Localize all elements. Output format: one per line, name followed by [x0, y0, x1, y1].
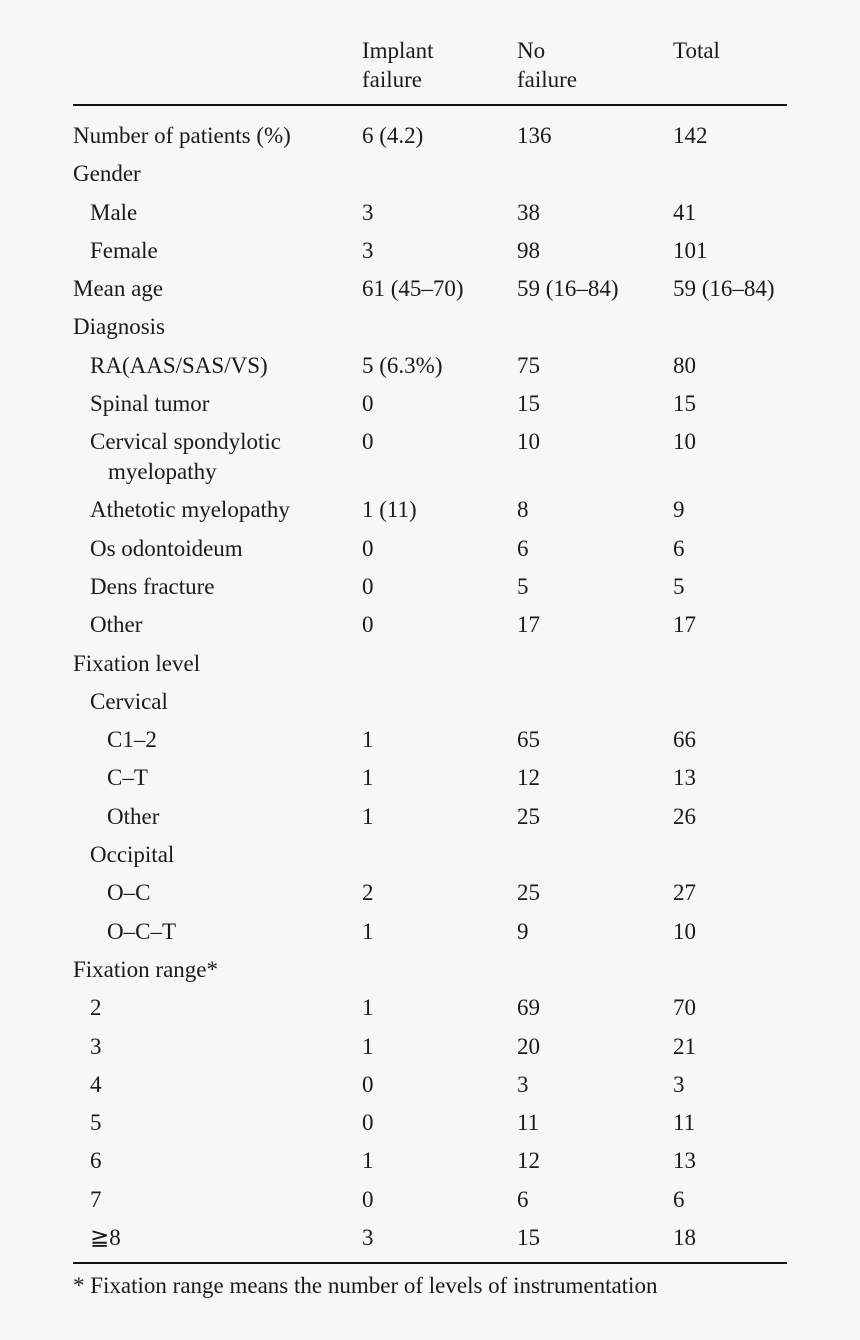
table-row	[73, 1028, 787, 1066]
header-line: failure	[517, 67, 578, 92]
table-row	[73, 951, 787, 989]
row-label	[73, 423, 330, 487]
cell-total: 18	[673, 1225, 696, 1251]
cell-no-failure: 20	[517, 1033, 540, 1059]
cell-no-failure: 75	[517, 352, 540, 378]
cell-no-failure: 12	[517, 765, 540, 791]
row-label: Fixation level	[73, 650, 201, 676]
cell-no-failure: 15	[517, 1225, 540, 1251]
row-label: Mean age	[73, 276, 164, 302]
row-label: Diagnosis	[73, 314, 165, 340]
cell-no-failure: 3	[517, 1071, 529, 1097]
row-label: ≧8	[90, 1225, 121, 1251]
row-label: Spinal tumor	[90, 391, 210, 417]
cell-implant-failure: 1	[362, 803, 374, 829]
cell-total: 41	[673, 199, 696, 225]
table-bottom-rule	[73, 1262, 787, 1264]
table-row	[73, 155, 787, 193]
cell-total: 11	[673, 1110, 696, 1136]
cell-total: 21	[673, 1033, 696, 1059]
row-label: Athetotic myelopathy	[90, 497, 290, 523]
table-row	[73, 721, 787, 759]
cell-no-failure: 12	[517, 1148, 540, 1174]
row-label: 6	[90, 1148, 102, 1174]
cell-total: 13	[673, 765, 696, 791]
header-line: Implant	[362, 38, 434, 63]
cell-implant-failure: 2	[362, 880, 374, 906]
row-label: Gender	[73, 161, 141, 187]
cell-total: 13	[673, 1148, 696, 1174]
cell-implant-failure: 1	[362, 727, 374, 753]
row-label: O–C	[107, 880, 151, 906]
cell-implant-failure: 1	[362, 918, 374, 944]
table-row	[73, 270, 787, 308]
row-label: RA(AAS/SAS/VS)	[90, 352, 268, 378]
row-label: Number of patients (%)	[73, 123, 291, 148]
cell-no-failure: 17	[517, 612, 540, 638]
table-row	[73, 798, 787, 836]
cell-total: 5	[673, 573, 685, 599]
table-row	[73, 683, 787, 721]
table-row	[73, 308, 787, 346]
row-label: Fixation range*	[73, 956, 218, 982]
cell-implant-failure: 1	[362, 1033, 374, 1059]
cell-no-failure: 8	[517, 497, 529, 523]
header-implant-failure	[362, 36, 434, 94]
cell-implant-failure: 1	[362, 995, 374, 1021]
cell-total: 9	[673, 497, 685, 523]
cell-no-failure: 136	[517, 123, 552, 148]
table-row	[73, 1142, 787, 1180]
cell-implant-failure: 0	[362, 1071, 374, 1097]
cell-total: 142	[673, 123, 708, 148]
cell-total: 6	[673, 1186, 685, 1212]
cell-no-failure: 9	[517, 918, 529, 944]
cell-implant-failure: 3	[362, 199, 374, 225]
cell-implant-failure: 0	[362, 1186, 374, 1212]
cell-implant-failure: 1 (11)	[362, 497, 417, 523]
row-label: Male	[90, 199, 138, 225]
table-footnote: * Fixation range means the number of levels of instrumentation	[73, 1273, 658, 1298]
header-total	[673, 36, 720, 65]
cell-no-failure: 6	[517, 535, 529, 561]
cell-implant-failure: 0	[362, 1110, 374, 1136]
header-no-failure	[517, 36, 577, 94]
cell-implant-failure: 0	[362, 535, 374, 561]
row-label: Other	[107, 803, 160, 829]
cell-no-failure: 69	[517, 995, 540, 1021]
table-row	[73, 423, 787, 491]
row-label: 5	[90, 1110, 102, 1136]
table-row	[73, 347, 787, 385]
header-line: failure	[362, 67, 423, 92]
table-row	[73, 645, 787, 683]
row-label: Female	[90, 237, 158, 263]
row-label: 4	[90, 1071, 102, 1097]
cell-total: 66	[673, 727, 696, 753]
cell-total: 6	[673, 535, 685, 561]
table-row	[73, 491, 787, 529]
row-label: Other	[90, 612, 143, 638]
table-row	[73, 1219, 787, 1257]
table-row	[73, 913, 787, 951]
cell-total: 27	[673, 880, 696, 906]
cell-implant-failure: 61 (45–70)	[362, 276, 464, 302]
table-row	[73, 759, 787, 797]
cell-implant-failure: 6 (4.2)	[362, 123, 424, 148]
table-row	[73, 117, 787, 155]
table-row	[73, 836, 787, 874]
row-label: Os odontoideum	[90, 535, 243, 561]
cell-implant-failure: 1	[362, 765, 374, 791]
cell-implant-failure: 1	[362, 1148, 374, 1174]
table-row	[73, 385, 787, 423]
cell-no-failure: 59 (16–84)	[517, 276, 619, 302]
cell-total: 17	[673, 612, 696, 638]
table-row	[73, 194, 787, 232]
cell-total: 101	[673, 237, 708, 263]
cell-no-failure: 15	[517, 391, 540, 417]
cell-total: 26	[673, 803, 696, 829]
cell-no-failure: 98	[517, 237, 540, 263]
row-label: 7	[90, 1186, 102, 1212]
row-label: Cervical	[90, 688, 168, 714]
cell-total: 3	[673, 1071, 685, 1097]
table-row	[73, 989, 787, 1027]
row-label: Dens fracture	[90, 573, 215, 599]
row-label: O–C–T	[107, 918, 176, 944]
cell-total: 10	[673, 429, 696, 455]
table-row	[73, 1104, 787, 1142]
row-label: C–T	[107, 765, 148, 791]
cell-no-failure: 38	[517, 199, 540, 225]
row-label: C1–2	[107, 727, 157, 753]
cell-no-failure: 25	[517, 803, 540, 829]
row-label: Occipital	[90, 842, 175, 868]
cell-no-failure: 65	[517, 727, 540, 753]
table-header	[73, 36, 787, 106]
cell-implant-failure: 3	[362, 237, 374, 263]
cell-implant-failure: 0	[362, 612, 374, 638]
table-body	[73, 117, 787, 1257]
cell-implant-failure: 3	[362, 1225, 374, 1251]
row-label: 2	[90, 995, 102, 1021]
row-label-continuation: myelopathy	[108, 459, 217, 485]
cell-implant-failure: 0	[362, 391, 374, 417]
row-label-line: Cervical spondylotic	[90, 429, 281, 455]
cell-implant-failure: 0	[362, 573, 374, 599]
cell-total: 80	[673, 352, 696, 378]
row-label: 3	[90, 1033, 102, 1059]
cell-no-failure: 25	[517, 880, 540, 906]
cell-total: 70	[673, 995, 696, 1021]
header-line: No	[517, 38, 546, 63]
cell-implant-failure: 0	[362, 429, 374, 455]
cell-total: 10	[673, 918, 696, 944]
cell-no-failure: 10	[517, 429, 540, 455]
cell-no-failure: 6	[517, 1186, 529, 1212]
table-row	[73, 1066, 787, 1104]
cell-total: 15	[673, 391, 696, 417]
table-row	[73, 530, 787, 568]
table-row	[73, 232, 787, 270]
cell-no-failure: 11	[517, 1110, 540, 1136]
table-row	[73, 1181, 787, 1219]
cell-total: 59 (16–84)	[673, 276, 775, 302]
table-row	[73, 606, 787, 644]
header-line: Total	[673, 38, 720, 63]
table-row	[73, 874, 787, 912]
cell-no-failure: 5	[517, 573, 529, 599]
table-row	[73, 568, 787, 606]
cell-implant-failure: 5 (6.3%)	[362, 352, 443, 378]
